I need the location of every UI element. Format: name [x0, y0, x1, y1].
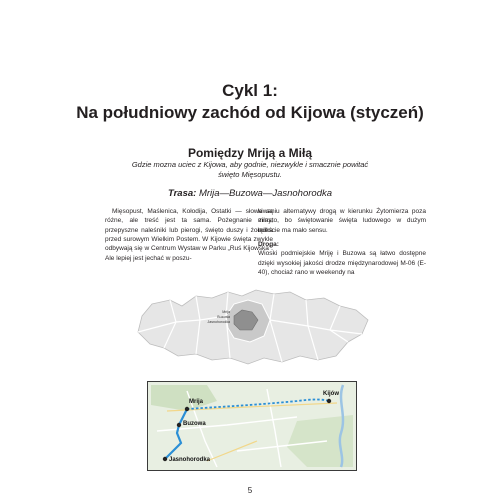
section-intro: Gdzie mozna uciec z Kijowa, aby godnie, niezwykle i smacznie powitać święto Mięsopustu.: [131, 160, 369, 179]
droga-heading: Droga:: [258, 241, 279, 249]
route-map: [147, 381, 357, 471]
overview-label-mrija: Mrija: [222, 310, 230, 314]
page-number: 5: [247, 486, 253, 495]
route-point-jasnohorodka: [163, 457, 167, 461]
body-column-right: [258, 207, 426, 277]
route-label-kijow: Kijów: [323, 391, 339, 397]
route-line: [0, 188, 500, 199]
route-label-jasnohorodka: Jasnohorodka: [169, 457, 211, 463]
overview-map: [130, 286, 374, 368]
overview-label-buzowa: Buzowa: [217, 315, 230, 319]
route-point-kijow: [327, 399, 331, 403]
body-paragraph-left: Mięsopust, Maślenica, Kołodija, Ostatki — słowa są różne, ale treść jest ta sama. Pożegnanie zimy, przepyszne naleśniki lub pierogi, święto duszy i żołądka przed surowym Wielkim Postem. W Kijowie święta zwykle odbywają się w Centrum Wystaw w Parku „Ruś Kijowska". Ale lepiej jest jechać w poszu-: [105, 208, 273, 262]
route-point-buzowa: [177, 423, 181, 427]
route-point-mrija: [185, 407, 189, 411]
route-label: Trasa:: [167, 188, 197, 199]
body-paragraph-right: kiwaniu alternatywy drogą w kierunku Żytomierza poza miasto, bo świętowanie święta ludowego w dużym mieście ma mało sensu.: [258, 208, 426, 234]
section-title: Pomiędzy Mriją a Miłą: [187, 146, 313, 160]
route-label-mrija: Mrija: [189, 399, 204, 405]
overview-label-jasnohorodka: Jasnohorodka: [207, 320, 230, 324]
droga-text: Wioski podmiejskie Mriję i Buzowa są łatwo dostępne dzięki wysokiej jakości drodze międzynarodowej M-06 (E-40), chociaż rano w weekendy na: [258, 250, 426, 277]
route-value: Mrija—Buzowa—Jasnohorodka: [198, 188, 333, 199]
body-column-left: [105, 207, 273, 263]
chapter-title-line2: Na południowy zachód od Kijowa (styczeń): [76, 103, 424, 122]
chapter-title-line1: Cykl 1:: [222, 81, 278, 100]
route-label-buzowa: Buzowa: [183, 421, 206, 427]
